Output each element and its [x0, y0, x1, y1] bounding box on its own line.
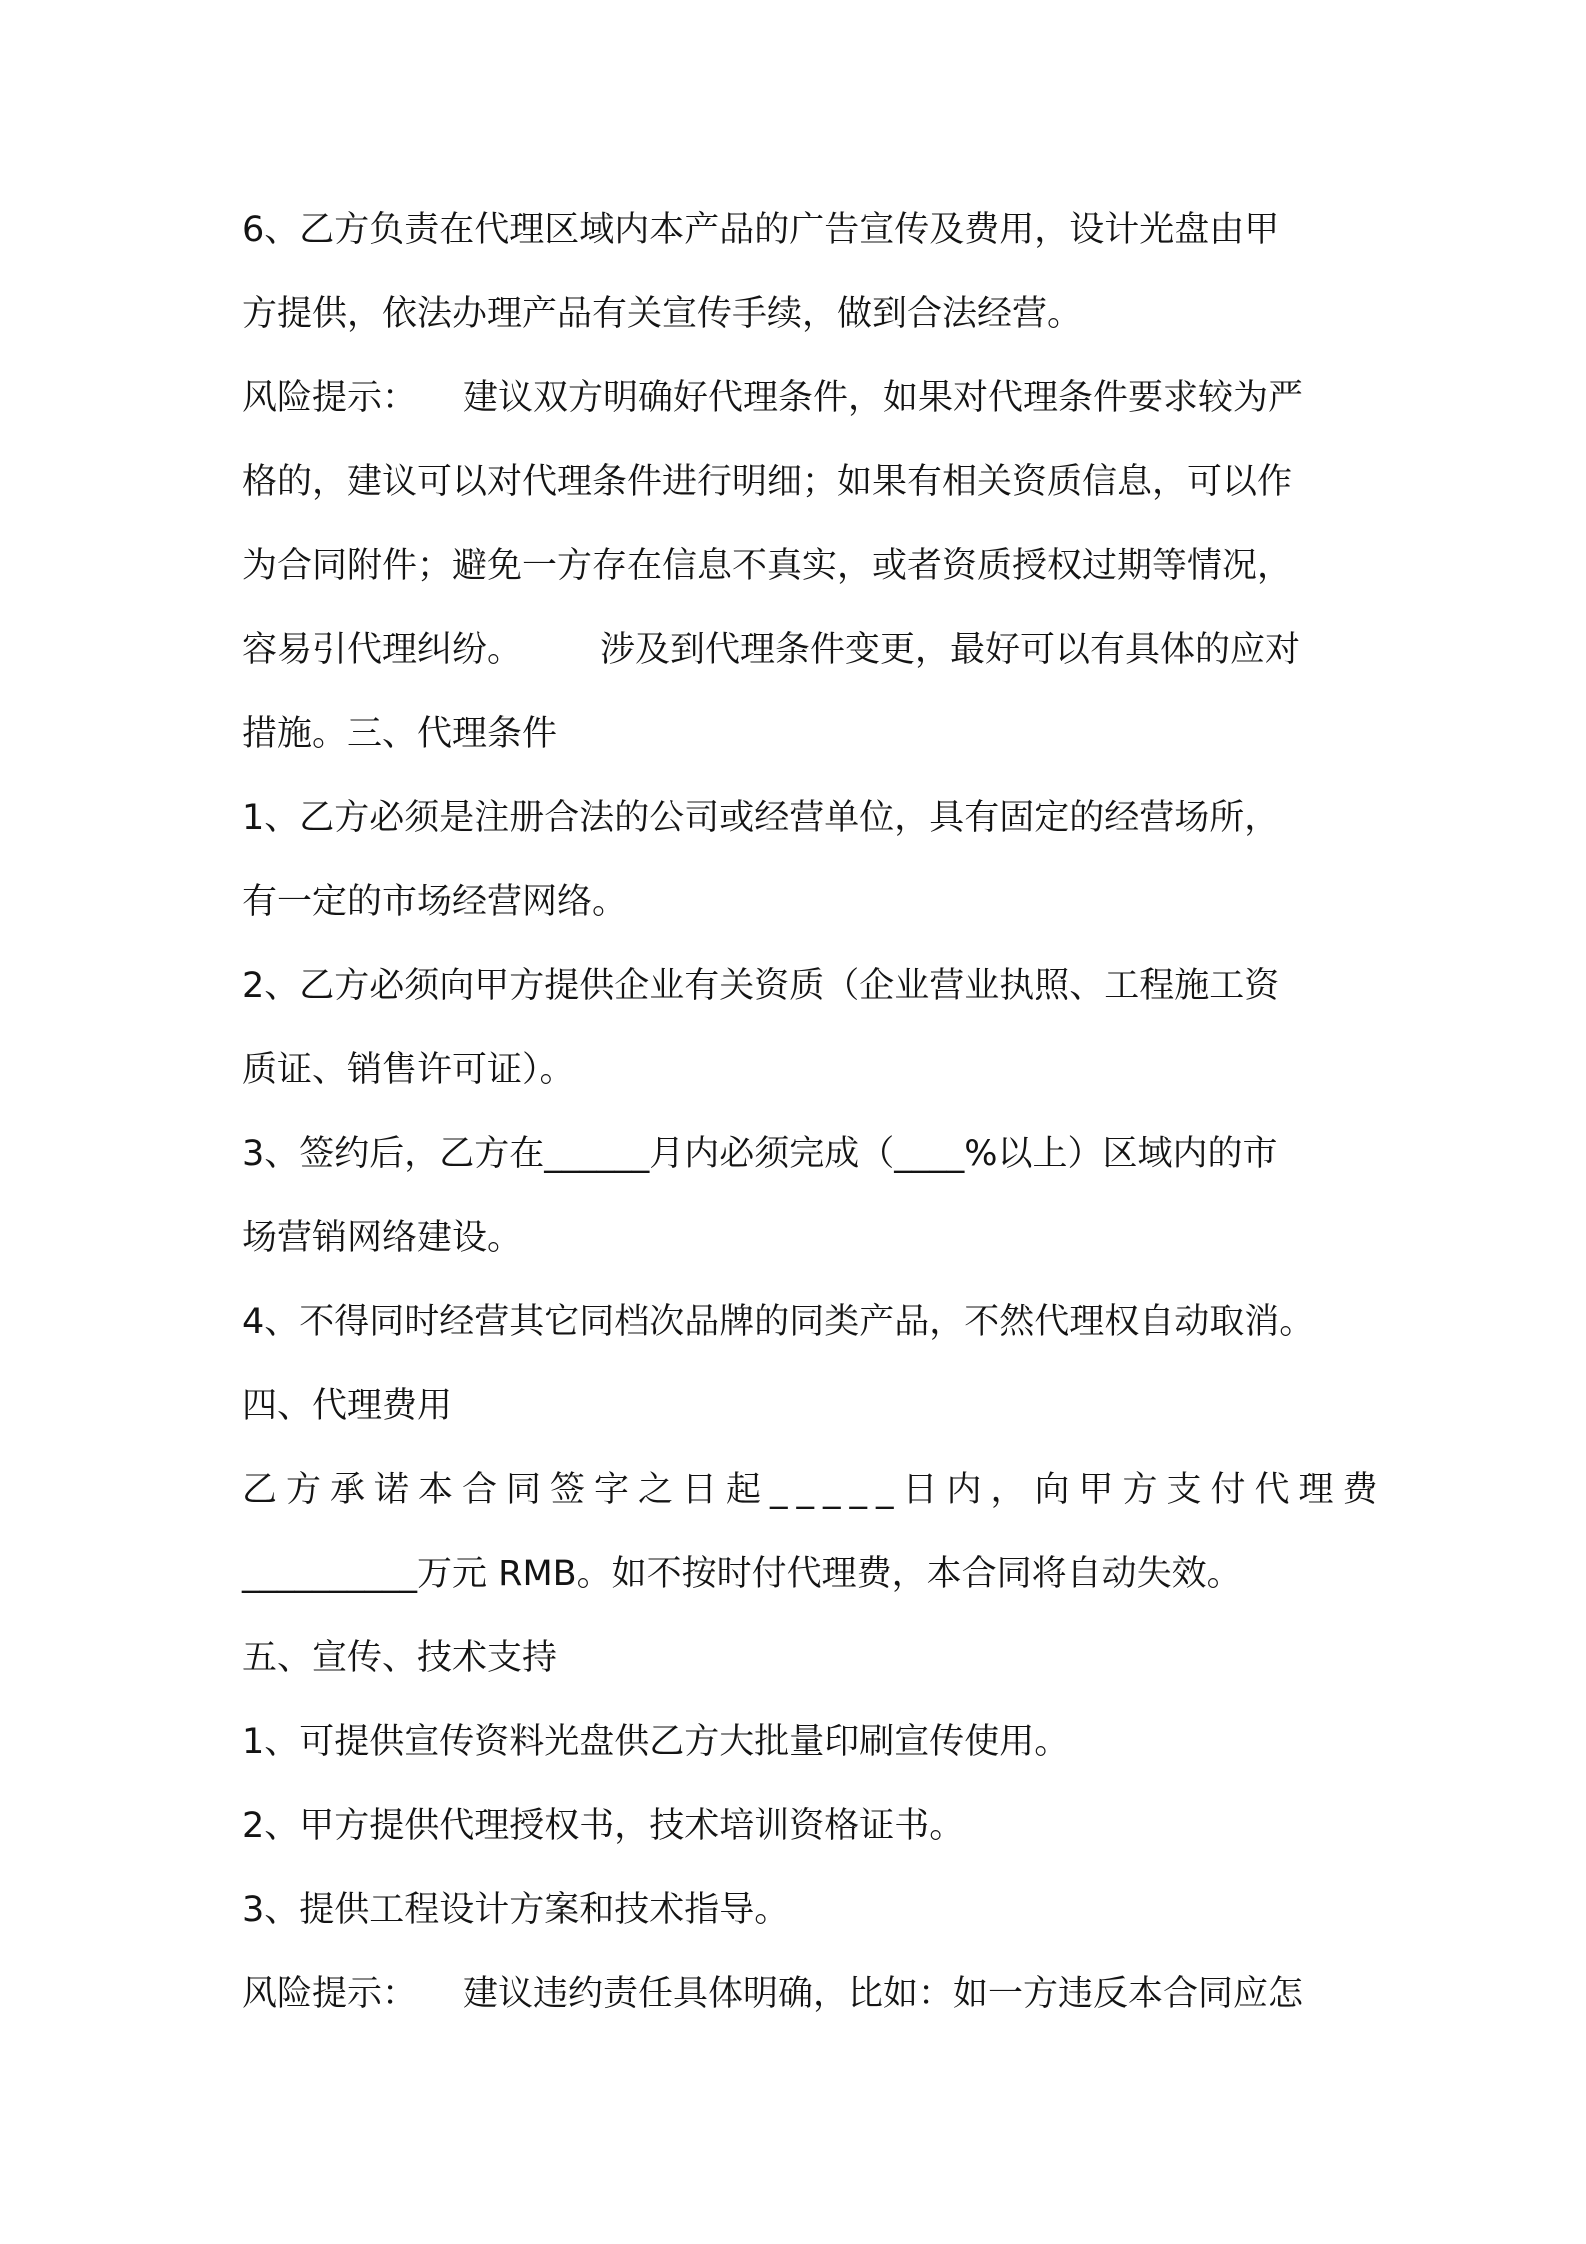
line-text: 建议双方明确好代理条件，如果对代理条件要求较为严: [463, 378, 1304, 418]
line-text: 格的，建议可以对代理条件进行明细；如果有相关资质信息，可以作: [242, 462, 1293, 502]
line-text: 容易引代理纠纷。: [242, 630, 523, 670]
line-text: 4、不得同时经营其它同档次品牌的同类产品，不然代理权自动取消。: [242, 1302, 1315, 1342]
risk-notice-line-2: [242, 452, 1362, 512]
line-text: 为合同附件；避免一方存在信息不真实，或者资质授权过期等情况，: [242, 546, 1293, 586]
line-text: 6、乙方负责在代理区域内本产品的广告宣传及费用，设计光盘由甲: [242, 210, 1280, 250]
line-text: 方提供，依法办理产品有关宣传手续，做到合法经营。: [242, 294, 1083, 334]
section-heading-promotion-tech-support: [242, 1628, 1362, 1688]
paragraph-line-6-ad-costs: [242, 200, 1362, 260]
support-item-2: [242, 1796, 1362, 1856]
section-heading-agency-conditions: [242, 704, 1362, 764]
line-text: __________万元 RMB。如不按时付代理费，本合同将自动失效。: [242, 1554, 1242, 1594]
condition-2-line-2: [242, 1040, 1362, 1100]
line-text: 四、代理费用: [242, 1386, 453, 1426]
line-text: 2、乙方必须向甲方提供企业有关资质（企业营业执照、工程施工资: [242, 966, 1280, 1006]
risk-notice-label: 风险提示：: [242, 1974, 418, 2014]
line-text: 有一定的市场经营网络。: [242, 882, 628, 922]
line-text-continued: 涉及到代理条件变更，最好可以有具体的应对: [600, 630, 1301, 670]
condition-3-line-1: [242, 1124, 1362, 1184]
line-text: 五、宣传、技术支持: [242, 1638, 558, 1678]
risk-notice-line-4: [242, 620, 1362, 680]
support-item-3: [242, 1880, 1362, 1940]
line-text: 3、提供工程设计方案和技术指导。: [242, 1890, 790, 1930]
risk-notice-2-line-1: [242, 1964, 1362, 2024]
line-text: 场营销网络建设。: [242, 1218, 523, 1258]
risk-notice-line-1: [242, 368, 1362, 428]
line-text: 乙方承诺本合同签字之日起_____日内，向甲方支付代理费: [242, 1470, 1387, 1510]
risk-notice-label: 风险提示：: [242, 378, 418, 418]
risk-notice-line-3: [242, 536, 1362, 596]
line-text: 1、乙方必须是注册合法的公司或经营单位，具有固定的经营场所，: [242, 798, 1280, 838]
fee-line-2: [242, 1544, 1362, 1604]
condition-4-line: [242, 1292, 1362, 1352]
line-text: 2、甲方提供代理授权书，技术培训资格证书。: [242, 1806, 965, 1846]
condition-2-line-1: [242, 956, 1362, 1016]
line-text: 质证、销售许可证）。: [242, 1050, 575, 1090]
paragraph-line-6-continued: [242, 284, 1362, 344]
line-text: 1、可提供宣传资料光盘供乙方大批量印刷宣传使用。: [242, 1722, 1070, 1762]
section-heading-agency-fee: [242, 1376, 1362, 1436]
condition-1-line-1: [242, 788, 1362, 848]
condition-3-line-2: [242, 1208, 1362, 1268]
line-text: 3、签约后，乙方在______月内必须完成（____%以上）区域内的市: [242, 1134, 1278, 1174]
line-text: 措施。三、代理条件: [242, 714, 558, 754]
fee-line-1: [242, 1460, 1387, 1520]
line-text: 建议违约责任具体明确，比如：如一方违反本合同应怎: [463, 1974, 1304, 2014]
condition-1-line-2: [242, 872, 1362, 932]
support-item-1: [242, 1712, 1362, 1772]
